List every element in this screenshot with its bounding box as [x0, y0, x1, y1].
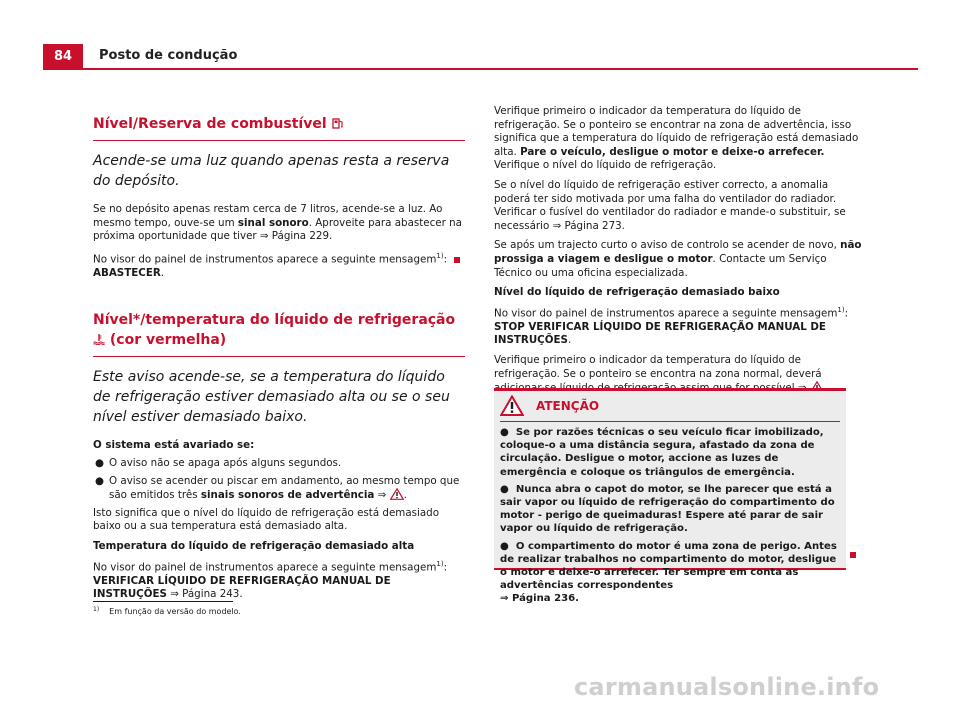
- warning-box: [494, 388, 846, 605]
- section-title-coolant-text: Nível*/temperatura do líquido de refrigeração: [93, 312, 456, 329]
- text: . Contacte um Serviço Técnico ou uma oficina especializada.: [494, 252, 827, 279]
- text: Verifique o nível do líquido de refrigeração.: [494, 159, 717, 172]
- bullet: ●: [500, 540, 509, 552]
- warning-title: ATENÇÃO: [536, 399, 600, 413]
- section-lead-fuel: Acende-se uma luz quando apenas resta a reserva do depósito.: [93, 153, 450, 189]
- text: Nunca abra o capot do motor, se lhe parecer que está a sair vapor ou líquido de refrigeração do compartimento do motor - perigo de queimaduras! Espere até parar de sair vapor ou líquido de refrigeração.: [500, 483, 835, 535]
- page-number: 84: [43, 44, 83, 69]
- right-paragraph-2: Se o nível do líquido de refrigeração estiver correcto, a anomalia poderá ter sido motivada por uma falha do ventilador do radiador. Verificar o fusível do ventilador do radiador e mande-o substituir, se necessário ⇒ Página 273.: [494, 178, 846, 232]
- right-paragraph-1: [494, 105, 866, 173]
- text: Se por razões técnicas o seu veículo ficar imobilizado, coloque-o a uma distância segura, afastado da zona de circulação. Desligue o motor, accione as luzes de emergência e coloque os triângulos de emergência.: [500, 427, 824, 478]
- bullet: ●: [95, 474, 104, 487]
- section-title-fuel-text: Nível/Reserva de combustível: [93, 116, 327, 132]
- right-paragraph-3: [494, 239, 866, 280]
- display-message: ABASTECER: [93, 266, 161, 279]
- warning-item: [500, 483, 840, 536]
- fuel-paragraph-1: [93, 203, 465, 244]
- footnote-ref: 1): [436, 559, 444, 568]
- text: .: [567, 334, 572, 347]
- section-title-fuel: [93, 114, 465, 134]
- subheading-system-fault: O sistema está avariado se:: [93, 439, 255, 452]
- footnote-ref: 1): [837, 305, 845, 314]
- warning-item: [500, 540, 840, 606]
- text: :: [443, 253, 448, 266]
- end-of-section-icon: [850, 552, 856, 558]
- footnote-rule: [93, 601, 233, 602]
- page-link[interactable]: ⇒ Página 243.: [166, 588, 243, 601]
- display-message: STOP VERIFICAR LÍQUIDO DE REFRIGERAÇÃO MANUAL DE INSTRUÇÕES: [494, 320, 826, 347]
- list-item: [93, 457, 465, 471]
- text: No visor do painel de instrumentos aparece a seguinte mensagem: [494, 307, 838, 320]
- text-bold: sinal sonoro: [237, 216, 309, 229]
- warning-body: [494, 422, 846, 614]
- text: No visor do painel de instrumentos aparece a seguinte mensagem: [93, 253, 437, 266]
- warning-triangle-icon: [500, 395, 524, 416]
- right-paragraph-4: [494, 304, 866, 348]
- text: .: [403, 489, 407, 502]
- text: .: [160, 266, 165, 279]
- text: O compartimento do motor é uma zona de perigo. Antes de realizar trabalhos no compartimento do motor, desligue o motor e deixe-o arrefecer. Ter sempre em conta as advertências correspondentes: [500, 540, 837, 592]
- warning-item: [500, 426, 840, 479]
- footnote-text: Em função da versão do modelo.: [109, 607, 241, 616]
- warning-triangle-icon[interactable]: [390, 488, 404, 500]
- subheading-temp-high: Temperatura do líquido de refrigeração demasiado alta: [93, 539, 415, 552]
- bullet: ●: [500, 427, 509, 438]
- bullet: ●: [500, 483, 509, 495]
- text: . Aproveite para abastecer na próxima oportunidade que tiver ⇒ Página 229.: [93, 216, 462, 243]
- bullet: ●: [95, 456, 104, 469]
- page-link[interactable]: ⇒ Página 236.: [500, 593, 580, 605]
- text: Se após um trajecto curto o aviso de controlo se acender de novo,: [494, 239, 841, 252]
- subheading-level-low: Nível do líquido de refrigeração demasiado baixo: [494, 286, 780, 299]
- text: Verifique primeiro o indicador da temperatura do líquido de refrigeração. Se o ponteiro se encontra na zona normal, deverá: [494, 353, 822, 380]
- display-message: VERIFICAR LÍQUIDO DE REFRIGERAÇÃO MANUAL DE INSTRUÇÕES: [93, 574, 391, 601]
- end-of-section-icon: [454, 257, 460, 263]
- footnote-number: 1): [93, 606, 100, 613]
- text-bold: sinais sonoros de advertência: [200, 489, 375, 502]
- text: ⇒: [374, 489, 390, 502]
- text-bold: Pare o veículo, desligue o motor e deixe-o arrefecer.: [520, 145, 825, 158]
- header-title: Posto de condução: [99, 48, 238, 63]
- text: No visor do painel de instrumentos aparece a seguinte mensagem: [93, 560, 437, 573]
- section-title-coolant: [93, 310, 465, 350]
- left-column: [93, 114, 465, 608]
- watermark: carmanualsonline.info: [574, 673, 880, 701]
- fuel-pump-icon: [332, 117, 344, 129]
- header-rule: [43, 68, 918, 70]
- section-rule: [93, 356, 465, 357]
- footnote-ref: 1): [436, 251, 444, 260]
- text: Verifique primeiro o indicador da temperatura do líquido de refrigeração. Se o ponteiro se encontrar na zona de advertência, isso significa que a temperatura do líquido de refrigeração está demasiado alta.: [494, 105, 859, 158]
- coolant-temperature-icon: [93, 333, 105, 345]
- footnote: [93, 607, 241, 616]
- text: O aviso se acender ou piscar em andamento, ao mesmo tempo que são emitidos três: [109, 474, 460, 502]
- coolant-paragraph-1: Isto significa que o nível do líquido de refrigeração está demasiado baixo ou a sua temperatura está demasiado alta.: [93, 506, 440, 533]
- text: Se no depósito apenas restam cerca de 7 litros, acende-se a luz. Ao mesmo tempo, ouve-se um: [93, 203, 443, 229]
- section-lead-coolant: Este aviso acende-se, se a temperatura do líquido de refrigeração estiver demasiado alta ou se o seu nível estiver demasiado baixo.: [93, 369, 450, 426]
- list-item: [93, 475, 465, 503]
- section-title-coolant-suffix: (cor vermelha): [109, 332, 227, 349]
- fuel-paragraph-2: [93, 250, 465, 281]
- text: :: [443, 560, 448, 573]
- right-column: [494, 105, 866, 402]
- coolant-paragraph-2: [93, 558, 465, 602]
- warning-header: [494, 391, 846, 421]
- section-rule: [93, 140, 465, 141]
- text-bold: não prossiga a viagem e desligue o motor: [494, 239, 862, 265]
- text: :: [844, 307, 849, 320]
- text: O aviso não se apaga após alguns segundos.: [109, 456, 342, 469]
